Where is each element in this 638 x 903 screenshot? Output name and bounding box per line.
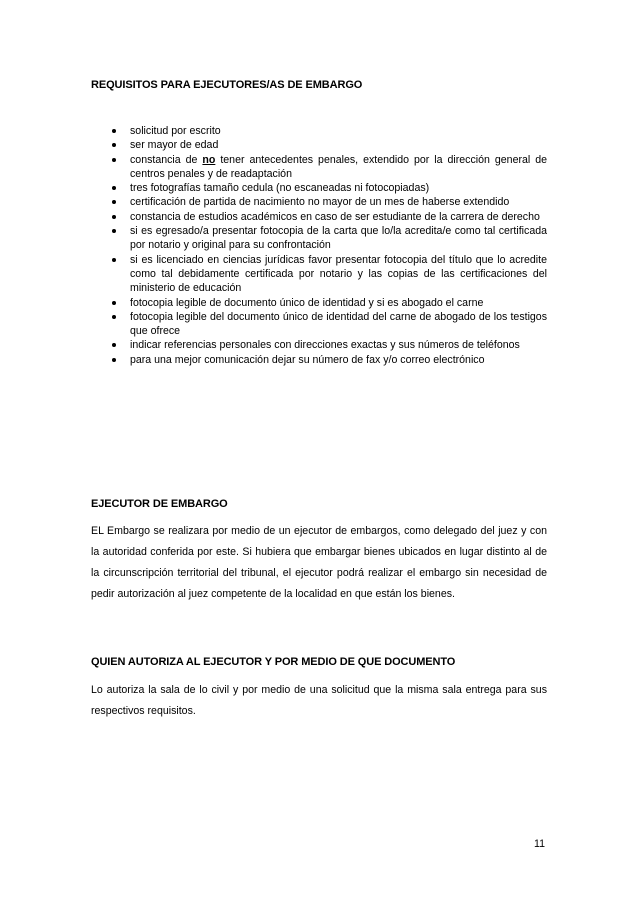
page-number: 11 (534, 838, 545, 850)
requirements-list (91, 124, 547, 367)
requirement-prefix: constancia de (130, 153, 198, 166)
requirement-text: tener antecedentes penales, extendido por la dirección general de centros penales y de readaptación (130, 153, 547, 180)
requirement-item: fotocopia legible del documento único de identidad del carne de abogado de los testigos que ofrece (91, 310, 547, 339)
executor-heading: EJECUTOR DE EMBARGO (91, 498, 228, 510)
requirement-item: constancia de estudios académicos en caso de ser estudiante de la carrera de derecho (91, 210, 547, 224)
requirement-item: si es licenciado en ciencias jurídicas favor presentar fotocopia del título que lo acredite como tal debidamente certificada por notario y las copias de las certificaciones del ministerio de educación (91, 253, 547, 296)
executor-paragraph: EL Embargo se realizara por medio de un ejecutor de embargos, como delegado del juez y con la autoridad conferida por este. Si hubiera que embargar bienes ubicados en lugar distinto al de la circunscripción territorial del tribunal, el ejecutor podrá realizar el embargo sin necesidad de pedir autorización al juez competente de la localidad en que están los bienes. (91, 525, 547, 600)
requirement-item: ser mayor de edad (91, 138, 547, 152)
requirement-item: certificación de partida de nacimiento no mayor de un mes de haberse extendido (91, 195, 547, 209)
requirements-heading: REQUISITOS PARA EJECUTORES/AS DE EMBARGO (91, 79, 363, 91)
authorization-heading: QUIEN AUTORIZA AL EJECUTOR Y POR MEDIO DE QUE DOCUMENTO (91, 656, 456, 668)
requirement-emphasis: no (202, 153, 216, 166)
authorization-paragraph: Lo autoriza la sala de lo civil y por medio de una solicitud que la misma sala entrega para sus respectivos requisitos. (91, 684, 547, 717)
requirement-item (91, 153, 547, 182)
requirement-item: si es egresado/a presentar fotocopia de la carta que lo/la acredita/e como tal certificada por notario y original para su confrontación (91, 224, 547, 253)
requirement-item: para una mejor comunicación dejar su número de fax y/o correo electrónico (91, 353, 547, 367)
requirement-item: fotocopia legible de documento único de identidad y si es abogado el carne (91, 296, 547, 310)
requirement-item: solicitud por escrito (91, 124, 547, 138)
requirement-item: indicar referencias personales con direcciones exactas y sus números de teléfonos (91, 338, 547, 352)
requirement-item: tres fotografías tamaño cedula (no escaneadas ni fotocopiadas) (91, 181, 547, 195)
